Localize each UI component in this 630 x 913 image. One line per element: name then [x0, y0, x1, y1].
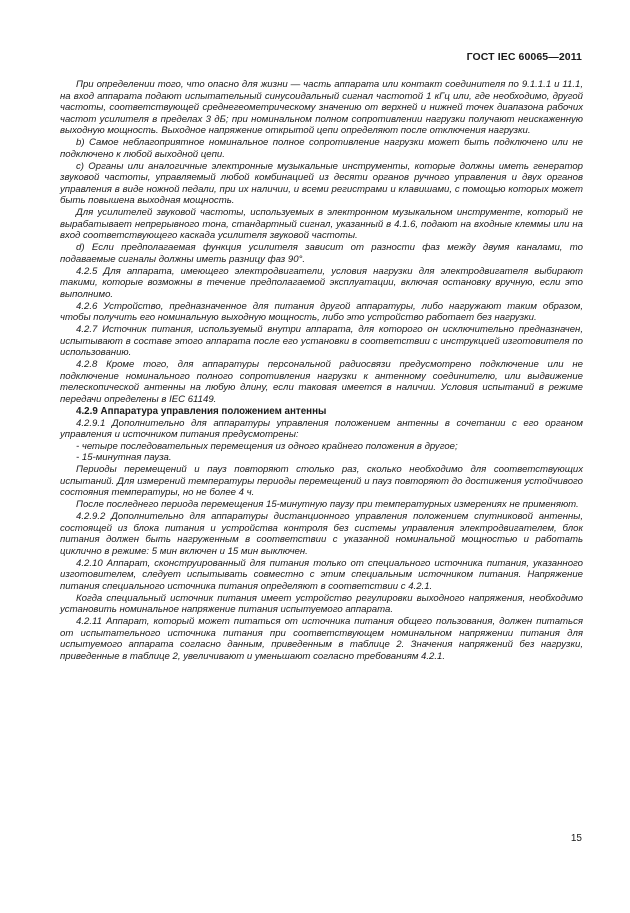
standard-header: ГОСТ IEC 60065—2011	[466, 51, 582, 63]
paragraph-musical-amplifiers: Для усилителей звуковой частоты, используемых в электронном музыкальном инструменте, который не вырабатывает непрерывного тона, стандартный сигнал, указанный в 4.1.6, подают на входные клеммы или на вход соответствующего каскада усилителя звуковой частоты.	[60, 207, 583, 241]
clause-4-2-7: 4.2.7 Источник питания, используемый внутри аппарата, для которого он исключительно предназначен, испытывают в составе этого аппарата после его установки в соответствии с инструкцией изготовителя по использованию.	[60, 324, 583, 358]
clause-4-2-9-heading: 4.2.9 Аппаратура управления положением антенны	[76, 405, 327, 417]
paragraph-item-b: b) Самое неблагоприятное номинальное полное сопротивление нагрузки может быть подключено или не подключено к любой выходной цепи.	[60, 137, 583, 160]
document-body	[60, 79, 583, 662]
clause-4-2-5: 4.2.5 Для аппарата, имеющего электродвигатели, условия нагрузки для электродвигателя выбирают такими, которые возможны в течение предполагаемой эксплуатации, включая остановку вручную, если это выполнимо.	[60, 265, 583, 300]
paragraph-special-supply-regulation: Когда специальный источник питания имеет устройство регулировки выходного напряжения, необходимо установить номинальное напряжение питания испытуемого аппарата.	[60, 592, 583, 615]
paragraph-measurement-method: При определении того, что опасно для жизни — часть аппарата или контакт соединителя по 9.1.1.1 и 11.1, на вход аппарата подают испытательный синусоидальный сигнал частотой 1 кГц или, где необходимо, другой частоты, соответствующей среднегеометрическому значению от верхней и нижней точек диапазона рабочих частот усилителя в пределах 3 дБ; при номинальном полном сопротивлении нагрузки получают неискаженную выходную мощность. Выходное напряжение открытой цепи определяют после отключения нагрузки.	[60, 79, 583, 136]
paragraph-item-c: c) Органы или аналогичные электронные музыкальные инструменты, которые должны иметь генератор звуковой частоты, управляемый любой комбинацией из десяти органов ручного управления и двух органов управления в виде ножной педали, при их наличии, и всеми регистрами и клавишами, с помощью которых может быть повышена выходная мощность.	[60, 160, 583, 206]
clause-4-2-10: 4.2.10 Аппарат, сконструированный для питания только от специального источника питания, указанного изготовителем, следует испытывать совместно с этим специальным источником питания. Напряжение питания специального источника питания определяют в соответствии с 4.2.1.	[60, 557, 583, 592]
list-item-movements: - четыре последовательных перемещения из одного крайнего положения в другое;	[76, 440, 458, 452]
paragraph-item-d: d) Если предполагаемая функция усилителя зависит от разности фаз между двумя каналами, то подаваемые сигналы должны иметь разницу фаз 90°.	[60, 242, 583, 265]
paragraph-repetition-periods: Периоды перемещений и пауз повторяют столько раз, сколько необходимо для соответствующих испытаний. Для измерений температуры периоды перемещений и пауз повторяют до достижения устойчивого состояния температуры, но не более 4 ч.	[60, 464, 583, 498]
paragraph-last-period: После последнего периода перемещения 15-минутную паузу при температурных измерениях не применяют.	[76, 499, 579, 510]
clause-4-2-11: 4.2.11 Аппарат, который может питаться от источника питания общего пользования, должен питаться от испытательного источника питания при соответствующем номинальном напряжении питания для испытуемого аппарата согласно данным, приведенным в таблице 2. Значения напряжений без нагрузки, приведенные в таблице 2, увеличивают и уменьшают согласно требованиям 4.2.1.	[60, 616, 583, 662]
clause-4-2-9-2: 4.2.9.2 Дополнительно для аппаратуры дистанционного управления положением спутниковой антенны, состоящей из блока питания и устройства контроля без системы управления электродвигателем, блок питания должен быть нагруженным в соответствии с указанной номинальной мощностью и работать циклично в режиме: 5 мин включен и 15 мин выключен.	[60, 511, 583, 557]
page-number: 15	[570, 833, 582, 844]
clause-4-2-8: 4.2.8 Кроме того, для аппаратуры персональной радиосвязи предусмотрено подключение или не подключение номинального полного сопротивления нагрузки к антенному соединителю, или выдвижение телескопической антенны на любую длину, если таковая имеется в наличии. Условия испытаний в режиме передачи определены в IEC 61149.	[60, 359, 583, 405]
clause-4-2-6: 4.2.6 Устройство, предназначенное для питания другой аппаратуры, либо нагружают таким образом, чтобы получить его номинальную выходную мощность, либо это устройство работает без нагрузки.	[60, 300, 583, 323]
list-item-pause: - 15-минутная пауза.	[76, 452, 172, 463]
clause-4-2-9-1: 4.2.9.1 Дополнительно для аппаратуры управления положением антенны в сочетании с его органом управления и источником питания предусмотрены:	[60, 417, 583, 440]
